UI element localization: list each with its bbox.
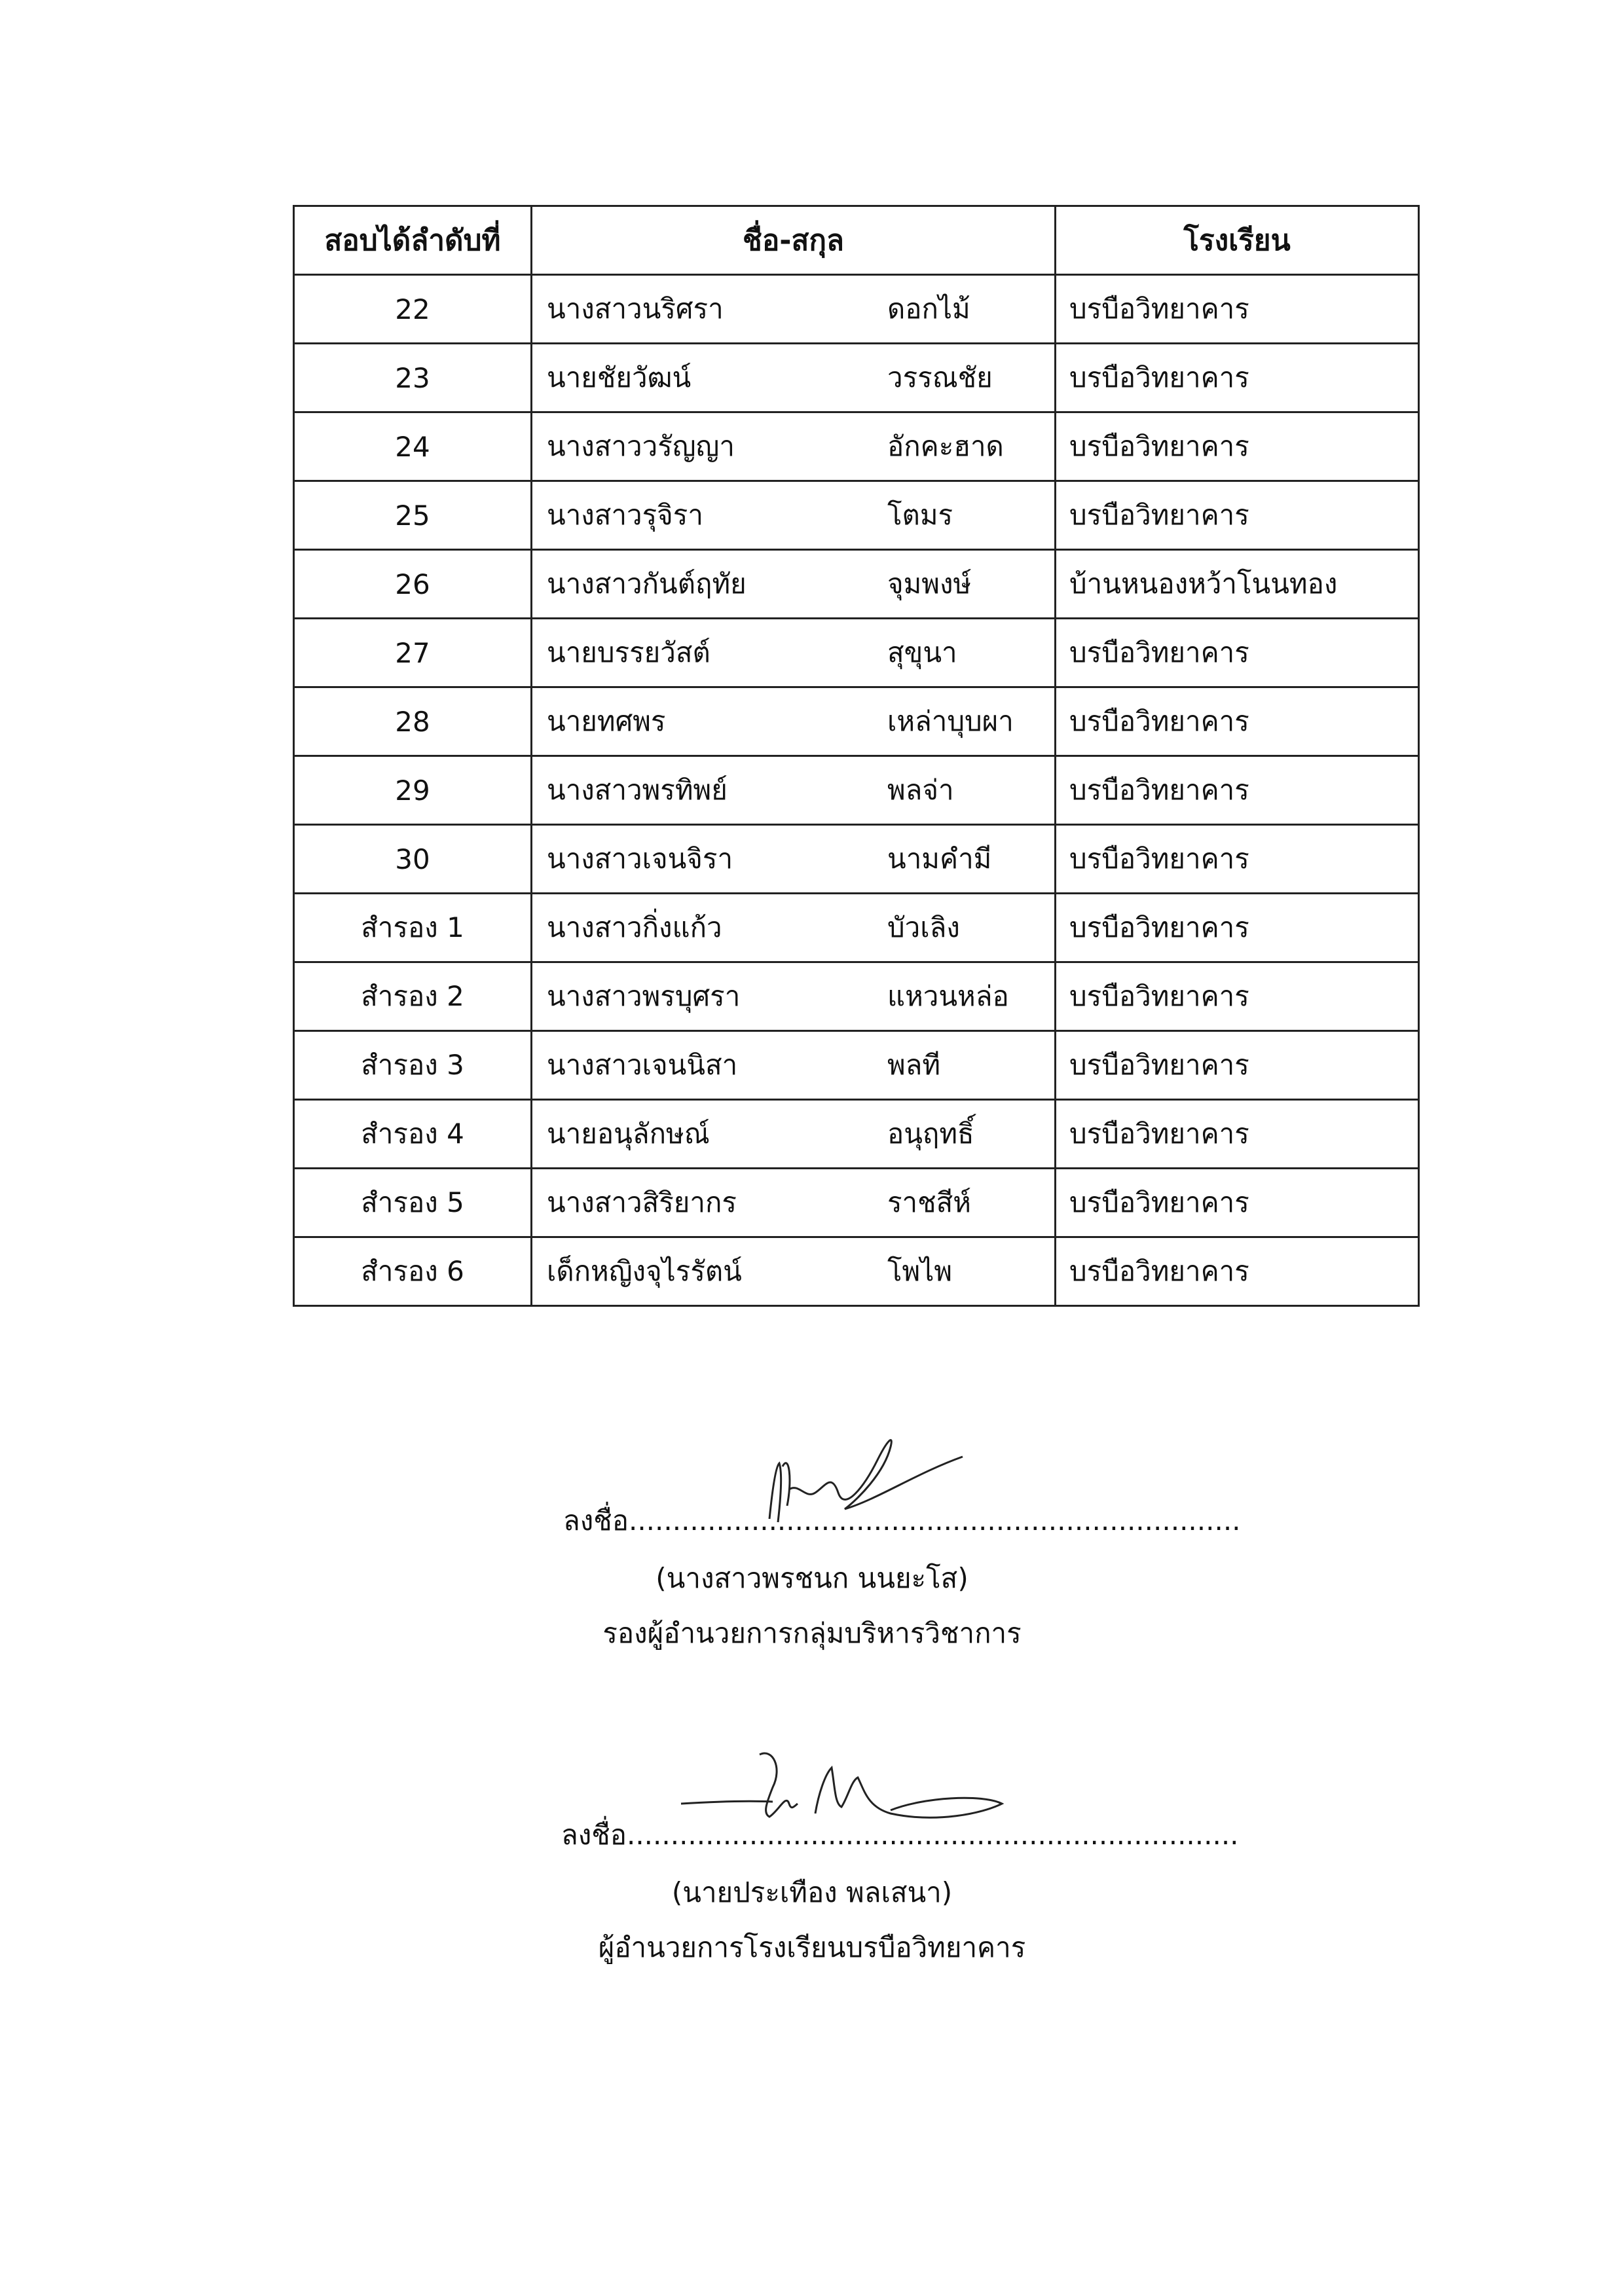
name-cell (532, 1169, 1056, 1237)
name-cell (532, 894, 1056, 962)
rank-cell: 23 (294, 344, 532, 412)
last-name: อักคะฮาด (887, 430, 1004, 462)
rank-cell: สำรอง 5 (294, 1169, 532, 1237)
signatory-name: (นางสาวพรชนก นนยะโส) (655, 1562, 969, 1594)
rank-cell: 27 (294, 619, 532, 687)
signatory-position: รองผู้อำนวยการกลุ่มบริหารวิชาการ (602, 1617, 1022, 1649)
first-name: นางสาวสิริยากร (547, 1186, 737, 1218)
rank-cell: สำรอง 4 (294, 1100, 532, 1169)
signature-line: ลงชื่อ...................................................................... (561, 1819, 1239, 1851)
name-cell (532, 756, 1056, 825)
table-header-row (294, 206, 1419, 275)
rank-cell: สำรอง 6 (294, 1237, 532, 1306)
first-name: นางสาวนริศรา (547, 293, 724, 325)
table-row (294, 687, 1419, 756)
last-name: วรรณชัย (887, 361, 993, 393)
last-name: ดอกไม้ (887, 293, 970, 325)
school-cell: บ้านหนองหว้าโนนทอง (1056, 550, 1419, 619)
last-name: นามคำมี (887, 843, 992, 875)
first-name: นางสาวพรทิพย์ (547, 774, 728, 806)
signatory-position: ผู้อำนวยการโรงเรียนบรบือวิทยาคาร (598, 1931, 1026, 1963)
last-name: พลจ่า (887, 774, 954, 806)
signatory-name: (นายประเทือง พลเสนา) (671, 1876, 953, 1908)
last-name: สุขุนา (887, 636, 957, 668)
first-name: นางสาวเจนนิสา (547, 1049, 738, 1081)
first-name: นางสาววรัญญา (547, 430, 735, 462)
last-name: เหล่าบุบผา (887, 705, 1014, 737)
table-row (294, 962, 1419, 1031)
last-name: แหวนหล่อ (887, 980, 1009, 1012)
last-name: บัวเลิง (887, 911, 960, 943)
header-school: โรงเรียน (1056, 206, 1419, 275)
school-cell: บรบือวิทยาคาร (1056, 619, 1419, 687)
name-cell (532, 344, 1056, 412)
last-name: โพไพ (887, 1255, 953, 1287)
rank-cell: 25 (294, 481, 532, 550)
table-row (294, 619, 1419, 687)
first-name: นายอนุลักษณ์ (547, 1118, 710, 1150)
rank-cell: สำรอง 2 (294, 962, 532, 1031)
school-cell: บรบือวิทยาคาร (1056, 1031, 1419, 1100)
school-cell: บรบือวิทยาคาร (1056, 962, 1419, 1031)
header-name: ชื่อ-สกุล (532, 206, 1056, 275)
table-row (294, 894, 1419, 962)
school-cell: บรบือวิทยาคาร (1056, 687, 1419, 756)
rank-cell: 26 (294, 550, 532, 619)
last-name: โตมร (887, 499, 953, 531)
table-row (294, 344, 1419, 412)
first-name: นายทศพร (547, 705, 666, 737)
first-name: นางสาวรุจิรา (547, 499, 703, 531)
rank-cell: 29 (294, 756, 532, 825)
table-row (294, 825, 1419, 894)
table-row (294, 1169, 1419, 1237)
school-cell: บรบือวิทยาคาร (1056, 825, 1419, 894)
table-body (294, 275, 1419, 1306)
last-name: อนุฤทธิ์ (887, 1118, 974, 1150)
name-cell (532, 619, 1056, 687)
first-name: นางสาวกันต์ฤทัย (547, 568, 747, 600)
table-row (294, 1031, 1419, 1100)
table-row (294, 275, 1419, 344)
table-row (294, 1237, 1419, 1306)
table-row (294, 550, 1419, 619)
results-table (293, 205, 1420, 1307)
school-cell: บรบือวิทยาคาร (1056, 756, 1419, 825)
name-cell (532, 275, 1056, 344)
last-name: จุมพงษ์ (887, 568, 972, 600)
school-cell: บรบือวิทยาคาร (1056, 1100, 1419, 1169)
rank-cell: 30 (294, 825, 532, 894)
name-cell (532, 687, 1056, 756)
rank-cell: 24 (294, 412, 532, 481)
rank-cell: สำรอง 3 (294, 1031, 532, 1100)
first-name: นางสาวกิ่งแก้ว (547, 911, 722, 943)
rank-cell: สำรอง 1 (294, 894, 532, 962)
name-cell (532, 1237, 1056, 1306)
school-cell: บรบือวิทยาคาร (1056, 481, 1419, 550)
last-name: ราชสีห์ (887, 1186, 971, 1218)
school-cell: บรบือวิทยาคาร (1056, 412, 1419, 481)
signature-line: ลงชื่อ...................................................................... (563, 1504, 1241, 1537)
header-rank: สอบได้ลำดับที่ (294, 206, 532, 275)
first-name: นางสาวเจนจิรา (547, 843, 733, 875)
first-name: เด็กหญิงจุไรรัตน์ (547, 1255, 742, 1287)
table-row (294, 412, 1419, 481)
signature-image (753, 1427, 969, 1532)
last-name: พลที (887, 1049, 941, 1081)
name-cell (532, 1100, 1056, 1169)
rank-cell: 22 (294, 275, 532, 344)
table-row (294, 481, 1419, 550)
name-cell (532, 550, 1056, 619)
school-cell: บรบือวิทยาคาร (1056, 1169, 1419, 1237)
first-name: นายชัยวัฒน์ (547, 361, 692, 393)
signature-image (674, 1741, 1015, 1840)
first-name: นายบรรยวัสต์ (547, 636, 710, 668)
table-row (294, 756, 1419, 825)
rank-cell: 28 (294, 687, 532, 756)
school-cell: บรบือวิทยาคาร (1056, 344, 1419, 412)
school-cell: บรบือวิทยาคาร (1056, 275, 1419, 344)
name-cell (532, 825, 1056, 894)
school-cell: บรบือวิทยาคาร (1056, 1237, 1419, 1306)
first-name: นางสาวพรบุศรา (547, 980, 741, 1012)
school-cell: บรบือวิทยาคาร (1056, 894, 1419, 962)
table-row (294, 1100, 1419, 1169)
name-cell (532, 412, 1056, 481)
name-cell (532, 481, 1056, 550)
name-cell (532, 962, 1056, 1031)
name-cell (532, 1031, 1056, 1100)
